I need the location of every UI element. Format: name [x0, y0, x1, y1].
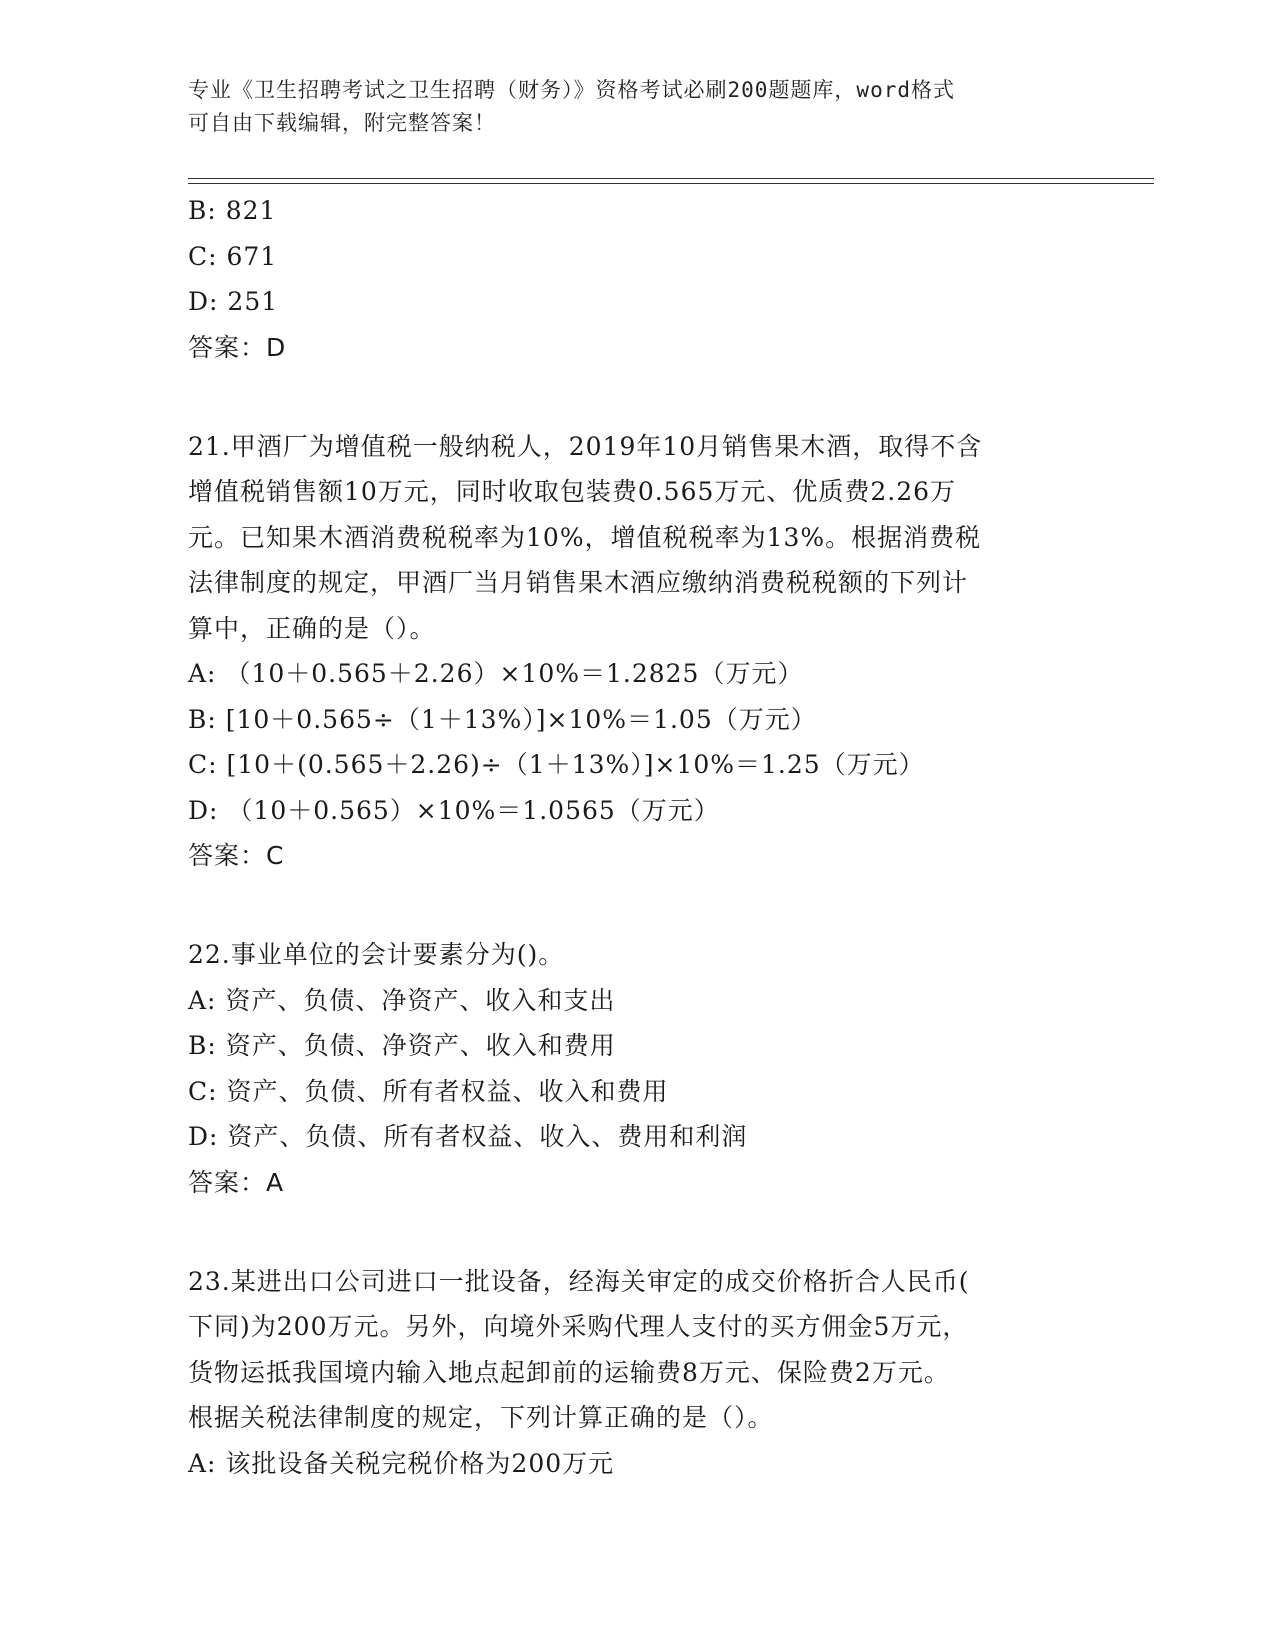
header-title-line-1: 专业《卫生招聘考试之卫生招聘（财务）》资格考试必刷200题题库，word格式	[188, 78, 955, 102]
answer-text: 答案：A	[188, 1167, 285, 1197]
question-21-stem-line: 算中，正确的是（）。	[188, 613, 436, 643]
question-21-stem-line: 法律制度的规定，甲酒厂当月销售果木酒应缴纳消费税税额的下列计	[188, 568, 969, 597]
option-b: B: [10＋0.565÷（1＋13%）]×10%＝1.05（万元）	[188, 704, 817, 734]
answer-text: 答案：C	[188, 841, 285, 870]
document-header	[188, 74, 1088, 140]
option-d: D: （10＋0.565）×10%＝1.0565（万元）	[188, 795, 720, 825]
answer-text: 答案：D	[188, 332, 287, 362]
header-divider	[188, 178, 1154, 184]
question-21-stem-line: 元。已知果木酒消费税税率为10%，增值税税率为13%。根据消费税	[188, 522, 982, 552]
question-23-stem-line: 23.某进出口公司进口一批设备，经海关审定的成交价格折合人民币(	[188, 1266, 970, 1296]
option-d: D: 资产、负债、所有者权益、收入、费用和利润	[188, 1122, 748, 1151]
option-c: C: [10＋(0.565＋2.26)÷（1＋13%）]×10%＝1.25（万元）	[188, 750, 925, 779]
header-title-line-2: 可自由下载编辑，附完整答案！	[188, 111, 496, 135]
option-c: C: 资产、负债、所有者权益、收入和费用	[188, 1076, 669, 1106]
question-21-block	[188, 424, 1088, 879]
option-c: C: 671	[188, 241, 278, 271]
question-22-stem: 22.事业单位的会计要素分为()。	[188, 940, 565, 969]
question-22-block	[188, 932, 1088, 1205]
spacer	[188, 370, 1088, 416]
option-d: D: 251	[188, 287, 279, 316]
option-b: B: 821	[188, 196, 277, 225]
previous-question-block	[188, 188, 1088, 370]
option-a: A: 资产、负债、净资产、收入和支出	[188, 985, 616, 1015]
question-21-stem-line: 21.甲酒厂为增值税一般纳税人，2019年10月销售果木酒，取得不含	[188, 431, 983, 461]
option-a: A: 该批设备关税完税价格为200万元	[188, 1448, 615, 1478]
question-23-stem-line: 根据关税法律制度的规定，下列计算正确的是（）。	[188, 1403, 774, 1432]
spacer	[188, 1205, 1088, 1251]
question-23-block	[188, 1259, 1088, 1487]
option-b: B: 资产、负债、净资产、收入和费用	[188, 1031, 616, 1060]
question-23-stem-line: 下同)为200万元。另外，向境外采购代理人支付的买方佣金5万元，	[188, 1312, 969, 1341]
question-content	[188, 188, 1088, 1486]
question-23-stem-line: 货物运抵我国境内输入地点起卸前的运输费8万元、保险费2万元。	[188, 1357, 950, 1387]
spacer	[188, 879, 1088, 925]
option-a: A: （10＋0.565＋2.26）×10%＝1.2825（万元）	[188, 659, 804, 688]
question-21-stem-line: 增值税销售额10万元，同时收取包装费0.565万元、优质费2.26万	[188, 477, 957, 506]
